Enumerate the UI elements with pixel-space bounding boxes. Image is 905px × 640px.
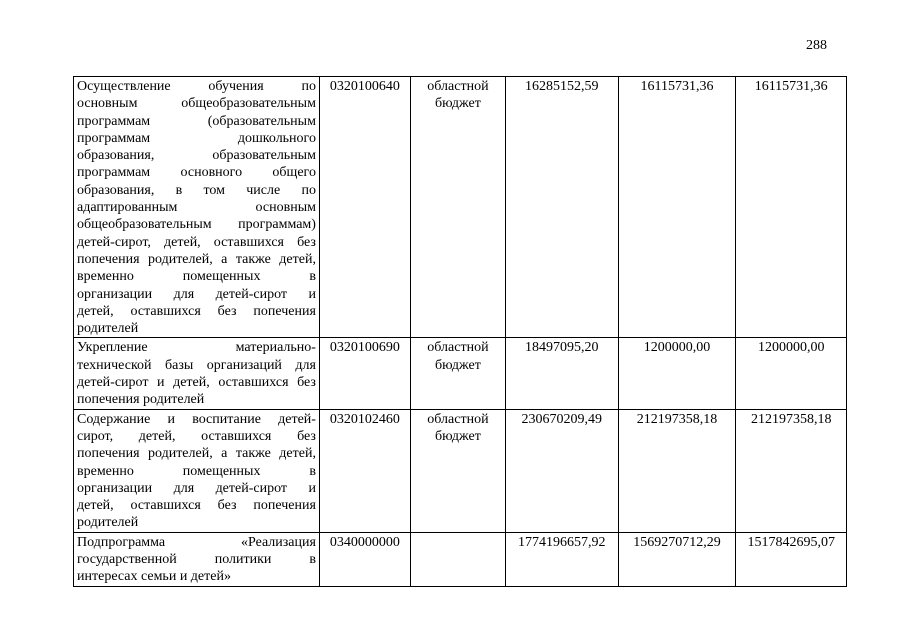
row-source [410, 409, 505, 532]
description-line: временно помещенных в [77, 269, 316, 285]
description-line: Укрепление материально- [77, 340, 316, 356]
table-row [74, 77, 847, 338]
row-source [410, 338, 505, 409]
table-row [74, 532, 847, 586]
row-description [74, 338, 320, 409]
row-value-2: 212197358,18 [618, 409, 736, 532]
description-line: Содержание и воспитание детей- [77, 411, 316, 427]
row-value-1: 230670209,49 [505, 409, 618, 532]
source-line: областной [427, 411, 489, 427]
description-line: организации для детей-сирот и [77, 480, 316, 496]
table-row [74, 409, 847, 532]
row-value-3: 16115731,36 [736, 77, 847, 338]
description-line: Осуществление обучения по [77, 79, 316, 94]
description-line: интересах семьи и детей» [77, 569, 231, 585]
description-line: детей, оставшихся без попечения [77, 303, 316, 319]
description-line: попечения родителей [77, 392, 205, 408]
row-value-2: 1200000,00 [618, 338, 736, 409]
description-line: технической базы организаций для [77, 357, 316, 373]
description-line: родителей [77, 515, 139, 531]
row-value-3: 1517842695,07 [736, 532, 847, 586]
row-description [74, 77, 320, 338]
row-description [74, 532, 320, 586]
description-line: образования, в том числе по [77, 182, 316, 198]
description-line: попечения родителей, а также детей, [77, 251, 316, 267]
description-line: основным общеобразовательным [77, 96, 316, 112]
description-line: Подпрограмма «Реализация [77, 534, 316, 550]
row-source [410, 532, 505, 586]
source-line: областной [427, 79, 489, 94]
row-source [410, 77, 505, 338]
description-line: адаптированным основным [77, 200, 316, 216]
budget-table [73, 76, 847, 587]
description-line: детей-сирот и детей, оставшихся без [77, 375, 316, 391]
description-line: детей-сирот, детей, оставшихся без [77, 234, 316, 250]
description-line: государственной политики в [77, 552, 316, 568]
row-value-3: 1200000,00 [736, 338, 847, 409]
source-line: бюджет [435, 428, 481, 444]
description-line: общеобразовательным программам) [77, 217, 316, 233]
source-line: бюджет [435, 357, 481, 373]
description-line: детей, оставшихся без попечения [77, 498, 316, 514]
description-line: программам (образовательным [77, 113, 316, 129]
row-value-1: 16285152,59 [505, 77, 618, 338]
row-value-1: 1774196657,92 [505, 532, 618, 586]
page-number: 288 [806, 38, 827, 53]
row-value-2: 1569270712,29 [618, 532, 736, 586]
description-line: образования, образовательным [77, 148, 316, 164]
row-code: 0320100690 [319, 338, 410, 409]
description-line: программам основного общего [77, 165, 316, 181]
row-code: 0340000000 [319, 532, 410, 586]
description-line: попечения родителей, а также детей, [77, 446, 316, 462]
row-code: 0320100640 [319, 77, 410, 338]
table-row [74, 338, 847, 409]
description-line: родителей [77, 321, 139, 337]
source-line: бюджет [435, 96, 481, 112]
row-code: 0320102460 [319, 409, 410, 532]
description-line: сирот, детей, оставшихся без [77, 428, 316, 444]
source-line: областной [427, 340, 489, 356]
row-value-3: 212197358,18 [736, 409, 847, 532]
row-description [74, 409, 320, 532]
description-line: организации для детей-сирот и [77, 286, 316, 302]
description-line: временно помещенных в [77, 463, 316, 479]
row-value-1: 18497095,20 [505, 338, 618, 409]
row-value-2: 16115731,36 [618, 77, 736, 338]
description-line: программам дошкольного [77, 130, 316, 146]
